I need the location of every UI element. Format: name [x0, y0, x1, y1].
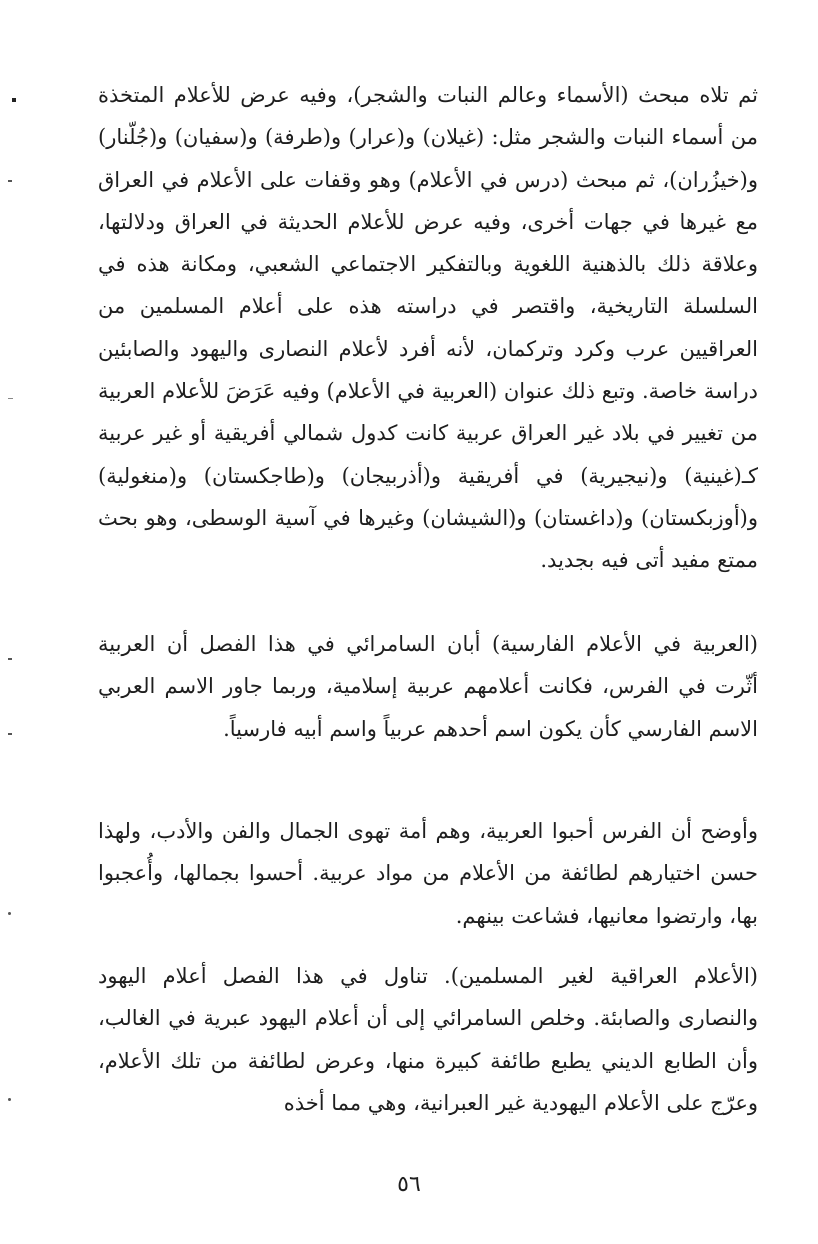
body-paragraph: (العربية في الأعلام الفارسية) أبان السامرائي في هذا الفصل أن العربية أثّرت في الفرس، فكانت أعلامهم عربية إسلامية، وربما جاور الاسم العربي الاسم الفارسي كأن يكون اسم أحدهم عربياً واسم أبيه فارسياً. — [98, 632, 758, 741]
margin-mark — [12, 98, 16, 102]
page-number: ٥٦ — [397, 1172, 421, 1197]
margin-mark — [8, 912, 11, 915]
margin-mark — [8, 398, 13, 399]
body-paragraph: (الأعلام العراقية لغير المسلمين). تناول في هذا الفصل أعلام اليهود والنصارى والصابئة. وخلص السامرائي إلى أن أعلام اليهود عبرية في الغالب، وأن الطابع الديني يطبع طائفة كبيرة منها، وعرض لطائفة من تلك الأعلام، وعرّج على الأعلام اليهودية غير العبرانية، وهي مما أخذه — [98, 964, 758, 1115]
margin-mark — [8, 658, 12, 660]
margin-mark — [8, 733, 12, 735]
body-paragraph: ثم تلاه مبحث (الأسماء وعالم النبات والشجر)، وفيه عرض للأعلام المتخذة من أسماء النبات والشجر مثل: (غيلان) و(عرار) و(طرفة) و(سفيان) و(جُلّنار) و(خيزُران)، ثم مبحث (درس في الأعلام) وهو وقفات على الأعلام في العراق مع غيرها في جهات أخرى، وفيه عرض للأعلام الحديثة في العراق ودلالتها، وعلاقة ذلك بالذهنية اللغوية وبالتفكير الاجتماعي الشعبي، ومكانة هذه في السلسلة التاريخية، واقتصر في دراسته هذه على أعلام المسلمين من العراقيين عرب وكرد وتركمان، لأنه أفرد لأعلام النصارى واليهود والصابئين دراسة خاصة. وتبع ذلك عنوان (العربية في الأعلام) وفيه عَرَضَ للأعلام العربية من تغيير في بلاد غير العراق عربية كانت كدول شمالي أفريقية أو غير عربية كـ(غينية) و(نيجيرية) في أفريقية و(أذربيجان) و(طاجكستان) و(منغولية) و(أوزبكستان) و(داغستان) و(الشيشان) وغيرها في آسية الوسطى، وهو بحث ممتع مفيد أتى فيه بجديد. — [98, 83, 758, 573]
margin-mark — [8, 180, 12, 182]
margin-mark — [8, 1098, 11, 1101]
body-paragraph: وأوضح أن الفرس أحبوا العربية، وهم أمة تهوى الجمال والفن والأدب، ولهذا حسن اختيارهم لطائفة من الأعلام من مواد عربية. أحسوا بجمالها، وأُعجبوا بها، وارتضوا معانيها، فشاعت بينهم. — [98, 819, 758, 928]
